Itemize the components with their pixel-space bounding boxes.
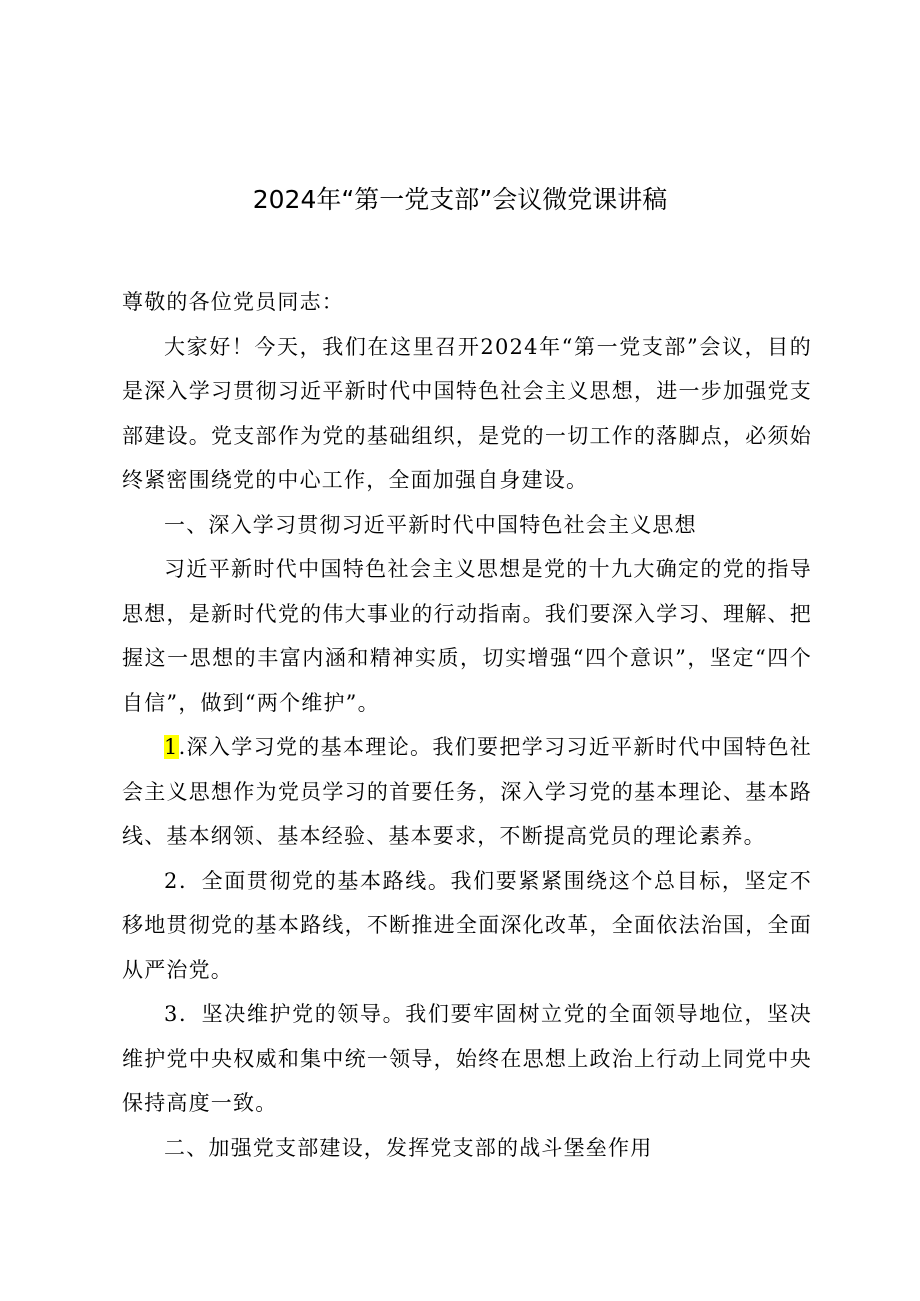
section-heading-2: 二、加强党支部建设，发挥党支部的战斗堡垒作用 — [164, 1135, 653, 1160]
section-heading-1: 一、深入学习贯彻习近平新时代中国特色社会主义思想 — [164, 512, 697, 537]
list-item-3: 3．坚决维护党的领导。我们要牢固树立党的全面领导地位，坚决维护党中央权威和集中统一领导，始终在思想上政治上行动上同党中央保持高度一致。 — [122, 1002, 812, 1115]
paragraph-guiding-thought: 习近平新时代中国特色社会主义思想是党的十九大确定的党的指导思想，是新时代党的伟大事业的行动指南。我们要深入学习、理解、把握这一思想的丰富内涵和精神实质，切实增强“四个意识”，坚定“四个自信”，做到“两个维护”。 — [122, 557, 812, 715]
document-title: 2024年“第一党支部”会议微党课讲稿 — [252, 185, 668, 214]
list-item-1 — [122, 725, 812, 859]
document-body — [122, 280, 812, 1170]
list-item-1-text: .深入学习党的基本理论。我们要把学习习近平新时代中国特色社会主义思想作为党员学习的首要任务，深入学习党的基本理论、基本路线、基本纲领、基本经验、基本要求，不断提高党员的理论素养。 — [122, 735, 812, 848]
salutation: 尊敬的各位党员同志： — [122, 290, 344, 314]
highlighted-item-number: 1 — [164, 735, 179, 759]
paragraph-intro: 大家好！今天，我们在这里召开2024年“第一党支部”会议，目的是深入学习贯彻习近平新时代中国特色社会主义思想，进一步加强党支部建设。党支部作为党的基础组织，是党的一切工作的落脚点，必须始终紧密围绕党的中心工作，全面加强自身建设。 — [122, 334, 812, 492]
list-item-2: 2．全面贯彻党的基本路线。我们要紧紧围绕这个总目标，坚定不移地贯彻党的基本路线，不断推进全面深化改革，全面依法治国，全面从严治党。 — [122, 868, 812, 982]
